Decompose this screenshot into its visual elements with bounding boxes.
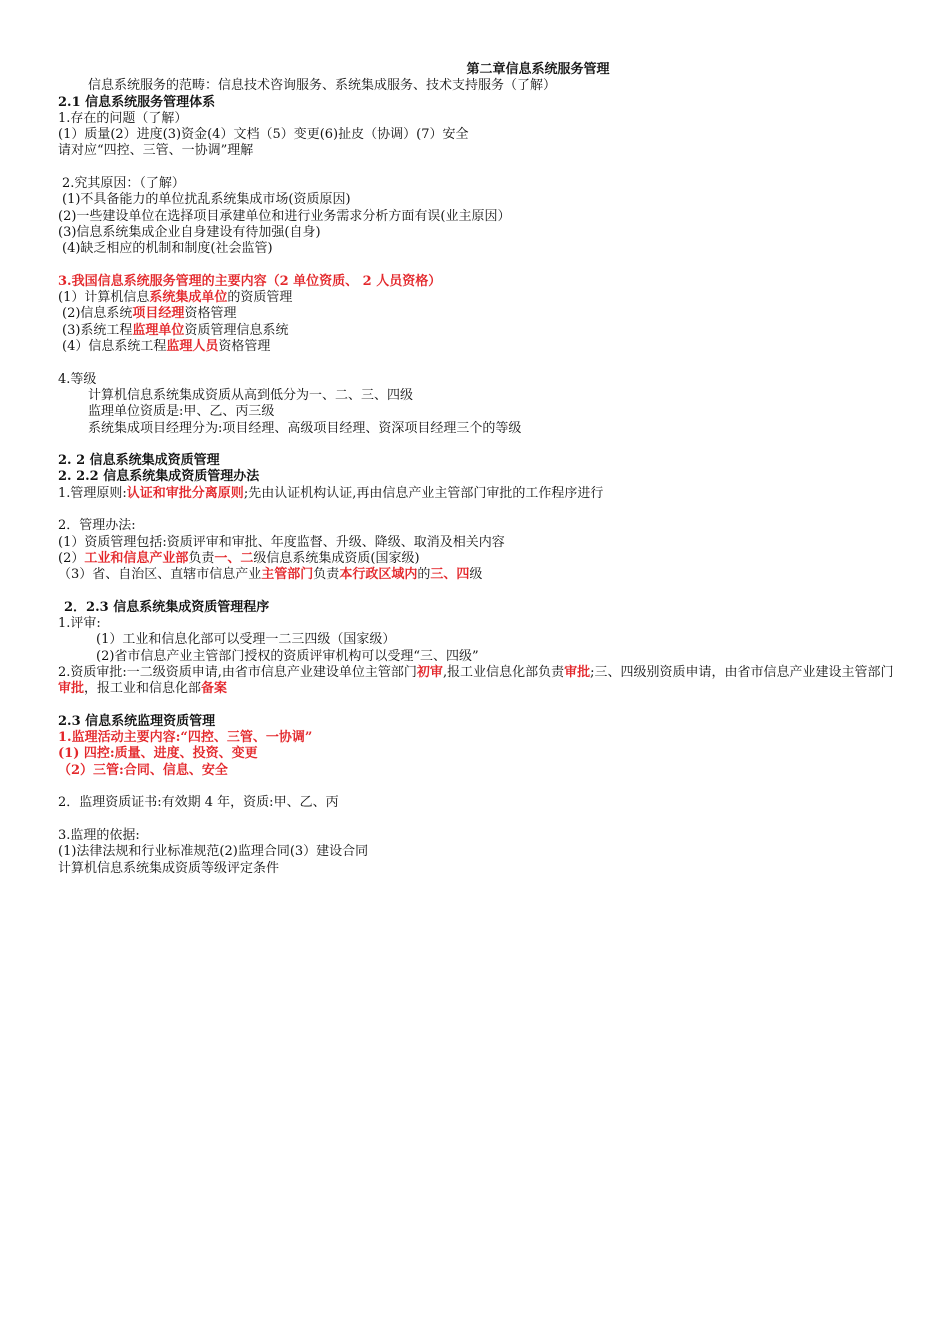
section-heading-2-1: 2.1 信息系统服务管理体系 [58,94,216,110]
subheading-problems: 1.存在的问题（了解） [58,110,188,126]
spacer [58,812,898,828]
document-page [58,62,898,877]
problems-list: (1）质量(2）进度(3)资金(4）文档（5）变更(6)扯皮（协调）(7）安全 [58,127,469,143]
spacer [58,502,898,518]
section-heading-2-2: 2. 2 信息系统集成资质管理 [58,453,220,469]
content-item-text: (4）信息系统工程 [62,339,167,355]
highlight-text: 审批 [564,664,591,680]
highlight-text: 工业和信息产业部 [84,550,189,566]
content-item-text: (3)系统工程 [62,322,133,338]
main-content-heading: 3.我国信息系统服务管理的主要内容（2 单位资质、 2 人员资格） [58,273,442,289]
method-text: （3）省、自治区、直辖市信息产业 [58,567,262,583]
subheading-supervision-basis: 3.监理的依据: [58,827,140,843]
problems-note: 请对应“四控、三管、一协调”理解 [58,143,254,159]
content-item-text: 资格管理 [218,339,271,355]
service-scope-text: 信息系统服务的范畴：信息技术咨询服务、系统集成服务、技术支持服务（了解） [88,78,557,94]
highlight-text: 监理人员 [166,339,219,355]
highlight-text: 备案 [201,681,228,697]
highlight-text: 初审 [416,664,443,680]
three-managements: （2）三管:合同、信息、安全 [58,762,228,778]
approval-text: ，报工业和信息化部 [84,681,202,697]
highlight-text: 一、二 [214,550,254,566]
subheading-levels: 4.等级 [58,371,97,387]
review-item-2: (2)省市信息产业主管部门授权的资质评审机构可以受理“三、四级” [96,648,479,664]
highlight-text: 审批 [58,681,85,697]
method-text: 级信息系统集成资质(国家级) [253,550,420,566]
cause-item-4: (4)缺乏相应的机制和制度(社会监管) [62,241,273,257]
four-controls: (1) 四控:质量、进度、投资、变更 [58,746,258,762]
highlight-text: 主管部门 [261,567,314,583]
section-heading-2-3: 2.3 信息系统监理资质管理 [58,713,216,729]
chapter-title: 第二章信息系统服务管理 [466,62,610,77]
supervision-main-content: 1.监理活动主要内容:“四控、三管、一协调” [58,730,313,746]
content-item-text: 资格管理 [184,306,237,322]
highlight-text: 三、四 [430,567,470,583]
spacer [58,355,898,371]
content-item-4 [58,339,898,355]
level-item-1: 计算机信息系统集成资质从高到低分为一、二、三、四级 [88,387,414,403]
supervision-certificate: 2．监理资质证书:有效期 4 年，资质:甲、乙、丙 [58,795,339,811]
content-item-3 [58,323,898,339]
content-item-2 [58,306,898,322]
level-item-3: 系统集成项目经理分为:项目经理、高级项目经理、资深项目经理三个的等级 [88,420,522,436]
review-item-1: (1）工业和信息化部可以受理一二三四级（国家级） [96,632,396,648]
section-heading-2-2-3: 2．2.3 信息系统集成资质管理程序 [64,599,270,615]
section-heading-2-2-2: 2. 2.2 信息系统集成资质管理办法 [58,469,260,485]
highlight-text: 项目经理 [132,306,185,322]
closing-line: 计算机信息系统集成资质等级评定条件 [58,860,280,876]
subheading-methods: 2．管理办法: [58,518,136,534]
content-item-text: 资质管理信息系统 [184,322,289,338]
spacer [58,437,898,453]
method-text: 级 [469,567,483,583]
method-text: 负责 [188,550,215,566]
supervision-basis-list: (1)法律法规和行业标准规范(2)监理合同(3）建设合同 [58,844,369,860]
principle-text: ;先由认证机构认证,再由信息产业主管部门审批的工作程序进行 [243,485,604,501]
spacer [58,584,898,600]
content-item-text: (1）计算机信息 [58,290,150,306]
spacer [58,160,898,176]
cause-item-2: (2)一些建设单位在选择项目承建单位和进行业务需求分析方面有误(业主原因） [58,208,511,224]
content-item-text: (2)信息系统 [62,306,133,322]
spacer [58,779,898,795]
highlight-text: 监理单位 [132,322,185,338]
spacer [58,698,898,714]
principle-text: 1.管理原则: [58,485,127,501]
approval-text: ,报工业信息化部负责 [442,664,565,680]
highlight-text: 系统集成单位 [149,290,228,306]
management-principle [58,486,898,502]
approval-text: 2.资质审批:一二级资质申请,由省市信息产业建设单位主管部门 [58,664,417,680]
approval-paragraph [58,665,898,698]
subheading-review: 1.评审: [58,616,101,632]
method-item-3 [58,567,898,583]
cause-item-3: (3)信息系统集成企业自身建设有待加强(自身) [58,224,321,240]
method-text: (2） [58,550,85,566]
level-item-2: 监理单位资质是:甲、乙、丙三级 [88,404,275,420]
method-item-1: (1）资质管理包括:资质评审和审批、年度监督、升级、降级、取消及相关内容 [58,534,505,550]
content-item-1 [58,290,898,306]
content-item-text: 的资质管理 [227,290,293,306]
subheading-causes: 2.究其原因：（了解） [62,176,185,192]
approval-text: ;三、四级别资质申请，由省市信息产业建设主管部门 [590,664,894,680]
method-item-2 [58,551,898,567]
spacer [58,258,898,274]
cause-item-1: (1)不具备能力的单位扰乱系统集成市场(资质原因) [62,192,351,208]
highlight-text: 本行政区域内 [339,567,418,583]
method-text: 负责 [313,567,340,583]
highlight-text: 认证和审批分离原则 [126,485,244,501]
method-text: 的 [417,567,431,583]
